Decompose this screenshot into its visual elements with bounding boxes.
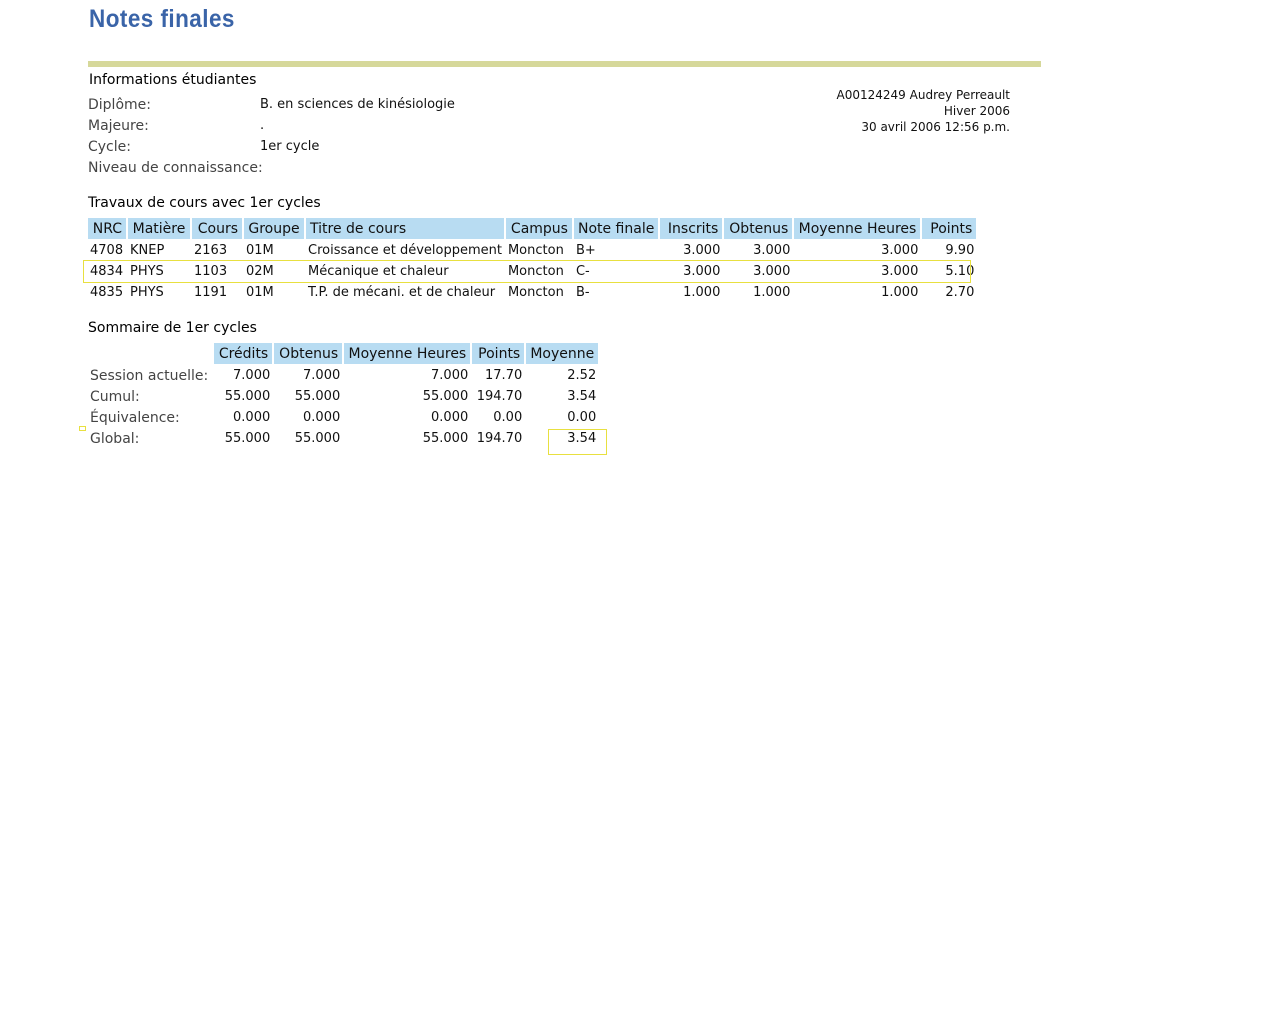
cell-inscrits: 3.000 — [683, 243, 721, 258]
cell-credits: 7.000 — [233, 368, 271, 383]
cell-inscrits: 1.000 — [683, 285, 721, 300]
cell-cours: 1191 — [194, 285, 228, 300]
cell-obtenus: 0.000 — [303, 410, 341, 425]
cell-note: C- — [575, 264, 590, 279]
col-matiere: Matière — [128, 218, 190, 239]
col-note-finale: Note finale — [574, 218, 658, 239]
col-titre: Titre de cours — [306, 218, 504, 239]
header-rule — [88, 61, 1041, 67]
table-row — [88, 283, 976, 302]
summary-row-label: Global: — [90, 430, 140, 447]
cell-obtenus: 55.000 — [294, 431, 341, 446]
cell-points: 2.70 — [945, 285, 975, 300]
cell-points: 5.10 — [945, 264, 975, 279]
cell-points: 17.70 — [485, 368, 523, 383]
cell-credits: 55.000 — [224, 431, 271, 446]
cell-obtenus: 7.000 — [303, 368, 341, 383]
summary-table — [86, 341, 600, 450]
cell-credits: 55.000 — [224, 389, 271, 404]
col-points: Points — [472, 343, 524, 364]
student-id-name: A00124249 Audrey Perreault — [836, 88, 1010, 102]
cell-campus: Moncton — [507, 243, 564, 258]
cell-groupe: 02M — [246, 264, 274, 279]
page-title: Notes finales — [89, 5, 235, 33]
col-groupe: Groupe — [244, 218, 304, 239]
cell-nrc: 4834 — [90, 264, 124, 279]
cell-moyenne: 2.52 — [567, 368, 597, 383]
summary-row-label: Équivalence: — [90, 409, 180, 426]
datetime: 30 avril 2006 12:56 p.m. — [861, 120, 1010, 134]
cell-obtenus: 3.000 — [753, 264, 791, 279]
courses-header-row — [88, 218, 976, 239]
field-label-diplome: Diplôme: — [88, 97, 151, 113]
cell-moyenne-heures: 0.000 — [431, 410, 469, 425]
summary-header-row — [88, 343, 598, 364]
cell-groupe: 01M — [246, 243, 274, 258]
col-moyenne-heures: Moyenne Heures — [344, 343, 470, 364]
cell-obtenus: 55.000 — [294, 389, 341, 404]
cell-matiere: KNEP — [130, 243, 165, 258]
cell-campus: Moncton — [507, 264, 564, 279]
cell-nrc: 4835 — [90, 285, 124, 300]
cell-titre: Croissance et développement — [308, 243, 502, 258]
table-row — [88, 429, 598, 448]
cell-moyenne-heures: 7.000 — [431, 368, 469, 383]
cell-points: 0.00 — [493, 410, 523, 425]
summary-corner — [88, 343, 212, 364]
col-cours: Cours — [192, 218, 242, 239]
cell-inscrits: 3.000 — [683, 264, 721, 279]
cell-obtenus: 3.000 — [753, 243, 791, 258]
field-label-majeure: Majeure: — [88, 118, 149, 134]
cell-obtenus: 1.000 — [753, 285, 791, 300]
cell-moyenne: 3.54 — [567, 389, 597, 404]
cell-moyenne-heures: 1.000 — [881, 285, 919, 300]
focus-marker — [79, 426, 86, 431]
cell-groupe: 01M — [246, 285, 274, 300]
cell-nrc: 4708 — [90, 243, 124, 258]
student-identity — [837, 87, 1010, 135]
col-campus: Campus — [506, 218, 572, 239]
col-inscrits: Inscrits — [660, 218, 722, 239]
cell-moyenne: 0.00 — [567, 410, 597, 425]
cell-note: B- — [575, 285, 590, 300]
summary-row-label: Cumul: — [90, 388, 140, 405]
term: Hiver 2006 — [943, 104, 1010, 118]
cell-credits: 0.000 — [233, 410, 271, 425]
cell-cours: 1103 — [194, 264, 228, 279]
cell-titre: T.P. de mécani. et de chaleur — [308, 285, 496, 300]
cell-moyenne: 3.54 — [567, 431, 597, 446]
cell-points: 194.70 — [476, 431, 523, 446]
cell-cours: 2163 — [194, 243, 228, 258]
field-label-niveau: Niveau de connaissance: — [88, 160, 263, 176]
table-row — [88, 366, 598, 385]
cell-focus-highlight — [548, 429, 607, 455]
cell-moyenne-heures: 55.000 — [422, 431, 469, 446]
summary-row-label: Session actuelle: — [90, 367, 209, 384]
table-row — [88, 408, 598, 427]
col-nrc: NRC — [88, 218, 126, 239]
cell-moyenne-heures: 3.000 — [881, 243, 919, 258]
field-label-cycle: Cycle: — [88, 139, 131, 155]
summary-heading: Sommaire de 1er cycles — [88, 320, 257, 336]
cell-moyenne-heures: 3.000 — [881, 264, 919, 279]
field-value-majeure: . — [260, 118, 265, 133]
field-value-diplome: B. en sciences de kinésiologie — [260, 97, 455, 112]
col-obtenus: Obtenus — [724, 218, 792, 239]
col-credits: Crédits — [214, 343, 272, 364]
field-value-cycle: 1er cycle — [260, 139, 320, 154]
student-info-heading: Informations étudiantes — [89, 72, 257, 88]
cell-points: 9.90 — [945, 243, 975, 258]
cell-note: B+ — [575, 243, 596, 258]
col-moyenne: Moyenne — [526, 343, 598, 364]
table-row — [88, 387, 598, 406]
col-obtenus: Obtenus — [274, 343, 342, 364]
table-row — [88, 241, 976, 260]
row-selection-highlight — [83, 260, 971, 283]
cell-moyenne-heures: 55.000 — [422, 389, 469, 404]
cell-matiere: PHYS — [130, 264, 164, 279]
cell-titre: Mécanique et chaleur — [308, 264, 449, 279]
col-points: Points — [922, 218, 976, 239]
col-moyenne-heures: Moyenne Heures — [794, 218, 920, 239]
cell-points: 194.70 — [476, 389, 523, 404]
courses-heading: Travaux de cours avec 1er cycles — [88, 195, 321, 211]
cell-matiere: PHYS — [130, 285, 164, 300]
cell-campus: Moncton — [507, 285, 564, 300]
